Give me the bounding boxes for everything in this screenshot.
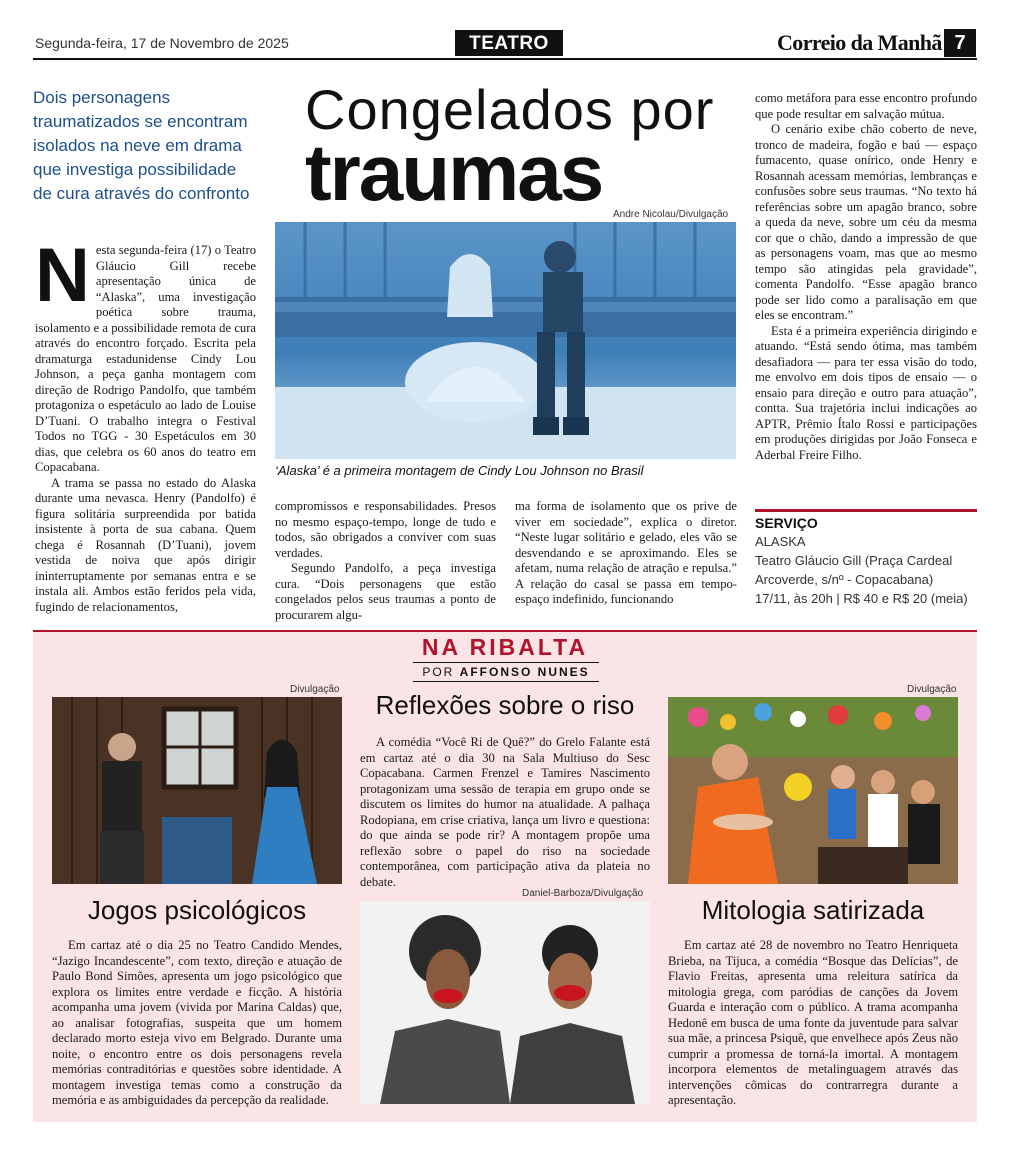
servico-venue: Teatro Gláucio Gill (Praça Cardeal Arcoverde, s/nº - Copacabana): [755, 553, 953, 587]
byline-prefix: POR: [422, 665, 455, 679]
article-paragraph: Esta é a primeira experiência dirigindo e atuando. “Está sendo ótima, mas também desafiadora — para ter essa visão do todo, me envolvo em dois tipos de ensaio — o ensaio para direção e outro para atuação”, contta. Sua trajetória inclui indicações ao APTR, Prêmio Ítalo Rossi e participações em produções dirigidas por João Fonseca e Aderbal Freire Filho.: [755, 323, 977, 462]
ribalta-byline: [413, 665, 599, 679]
article-paragraph: A trama se passa no estado do Alaska durante uma nevasca. Henry (Pandolfo) é figura solitária surpreendida por batida insistente à porta de sua cabana. Quem chega é Rosannah (D’Tuani), jovem vestida de noiva que após dirigir ininterruptamente por semanas entra e se instala ali. Ambos estão feridos pela vida, fugindo de relacionamentos,: [35, 475, 256, 614]
servico-box: [755, 532, 977, 608]
headline-line-2: traumas: [305, 128, 603, 217]
photo-credit: Divulgação: [907, 684, 957, 695]
article-column-3: [515, 499, 737, 608]
mitologia-text: Em cartaz até 28 de novembro no Teatro Henriqueta Brieba, na Tijuca, a comédia “Bosque das Delícias”, de Flavio Freitas, apresenta uma releitura satírica da mitologia grega, com paródias de canções da Jovem Guarda e interação com o público. A trama acompanha Hedonê em busca de uma fonte da juventude para salvar sua mãe, a princesa Psiquê, que envelhece após Zeus não cumprir a promessa de torná-la imortal. A montagem incorpora elementos de metalinguagem através das intervenções cômicas do contrarregra durante a apresentação.: [668, 938, 958, 1107]
drop-cap: N: [35, 233, 90, 318]
servico-show: ALASKA: [755, 534, 806, 549]
article-paragraph: O cenário exibe chão coberto de neve, tronco de madeira, fogão e baú — espaço fumacento, quase onírico, onde Henry e Rosannah acessam memórias, lembranças e confusões sobre seus traumas. “No texto há referências sobre um apagão branco, sobre a queda da neve, sobre um céu da mesma cor que o chão, dando a impressão de que as personagens voam, mas que ao mesmo tempo são atingidas pela gravidade”, comenta Pandolfo. “Esse apagão branco pode ser lido como a paralisação em que eles se encontram.”: [755, 122, 977, 322]
photo-credit: Daniel-Barboza/Divulgação: [522, 888, 644, 899]
byline-author: AFFONSO NUNES: [459, 665, 590, 679]
article-paragraph: ma forma de isolamento que os prive de viver em sociedade”, explica o diretor. “Neste lugar solitário e gelado, eles vão se desvendando e se aproximando. Eles se afetam, numa relação de atração e repulsa.” A relação do casal se passa em tempo-espaço indefinido, funcionando: [515, 499, 737, 606]
page-number: 7: [944, 29, 976, 57]
servico-divider: [755, 509, 977, 512]
header-divider: [33, 58, 977, 60]
ribalta-title: NA RIBALTA: [421, 634, 589, 660]
section-tag: TEATRO: [455, 30, 563, 56]
riso-text: A comédia “Você Ri de Quê?” do Grelo Falante está em cartaz até o dia 30 na Sala Multiuso do Sesc Copacabana. Carmen Frenzel e Tamires Nascimento protagonizam uma sessão de terapia em grupo onde se discutem os limites do humor na atualidade. A palhaça Rodopiana, em crise criativa, lança um livro e questiona: do que ainda se pode rir? A montagem propõe uma reflexão sobre o papel do riso na sociedade contemporânea, com participação ativa da plateia no debate.: [360, 735, 650, 889]
newspaper-logo: Correio da Manhã: [777, 30, 942, 55]
ribalta-rule-top: [413, 662, 599, 663]
article-column-1: [35, 233, 256, 615]
photo-credit: Divulgação: [290, 684, 340, 695]
issue-date: Segunda-feira, 17 de Novembro de 2025: [35, 35, 289, 51]
ribalta-rule-bottom: [413, 681, 599, 682]
article-column-4: [755, 91, 977, 463]
photo-credit: Andre Nicolau/Divulgação: [613, 209, 729, 220]
jogos-text: Em cartaz até o dia 25 no Teatro Candido Mendes, “Jazigo Incandescente”, com texto, direção e atuação de Paulo Bond Simões, apresenta um jogo psicológico que explora os limites entre verdade e ficção. A história acompanha uma jovem (vivida por Marina Caldas) que, ao analisar fotografias, suspeita que um homem declarado morto esteja vivo em Belgrado. Durante uma noite, o encontro entre os dois personagens revela memórias contraditórias e questões sobre identidade. A montagem investiga temas como a construção da memória e as ambiguidades da percepção da realidade.: [52, 938, 342, 1107]
headline-line-1: Congelados por: [305, 78, 715, 141]
servico-time-price: 17/11, às 20h | R$ 40 e R$ 20 (meia): [755, 591, 968, 606]
article-paragraph: Segundo Pandolfo, a peça investiga cura. “Dois personagens que estão congelados pelos seus traumas a ponto de procurarem algu-: [275, 561, 496, 622]
jogos-heading: Jogos psicológicos: [87, 895, 307, 925]
article-dek: Dois personagens traumatizados se encontram isolados na neve em drama que investiga possibilidade de cura através do confronto: [33, 88, 250, 203]
article-column-2: [275, 499, 496, 623]
riso-photo: [360, 901, 650, 1104]
riso-heading: Reflexões sobre o riso: [375, 690, 635, 720]
mitologia-heading: Mitologia satirizada: [701, 895, 925, 925]
photo-caption: ‘Alaska’ é a primeira montagem de Cindy Lou Johnson no Brasil: [275, 463, 644, 478]
servico-title: SERVIÇO: [755, 515, 818, 531]
article-paragraph: esta segunda-feira (17) o Teatro Gláucio Gill recebe apresentação única de “Alaska”, uma investigação poética sobre trauma, isolamento e a possibilidade remota de cura através do encontro forçado. Escrita pela dramaturga estadunidense Cindy Lou Johnson, a peça ganha montagem com direção de Rodrigo Pandolfo, que também protagoniza o espetáculo ao lado de Louise D’Tuani. O trabalho integra o Festival Todos no TGG - 30 Espetáculos em 30 dias, que celebra os 60 anos do teatro em Copacabana.: [35, 243, 256, 474]
article-paragraph: como metáfora para esse encontro profundo que pode resultar em salvação mútua.: [755, 91, 977, 121]
jogos-text-block: [52, 938, 342, 1109]
riso-text-block: [360, 735, 650, 890]
article-paragraph: compromissos e responsabilidades. Presos no mesmo espaço-tempo, longe de tudo e todos, são obrigados a conviver com suas verdades.: [275, 499, 496, 560]
jogos-photo: [52, 697, 342, 884]
mitologia-photo: [668, 697, 958, 884]
main-photo: [275, 222, 736, 459]
mitologia-text-block: [668, 938, 958, 1109]
